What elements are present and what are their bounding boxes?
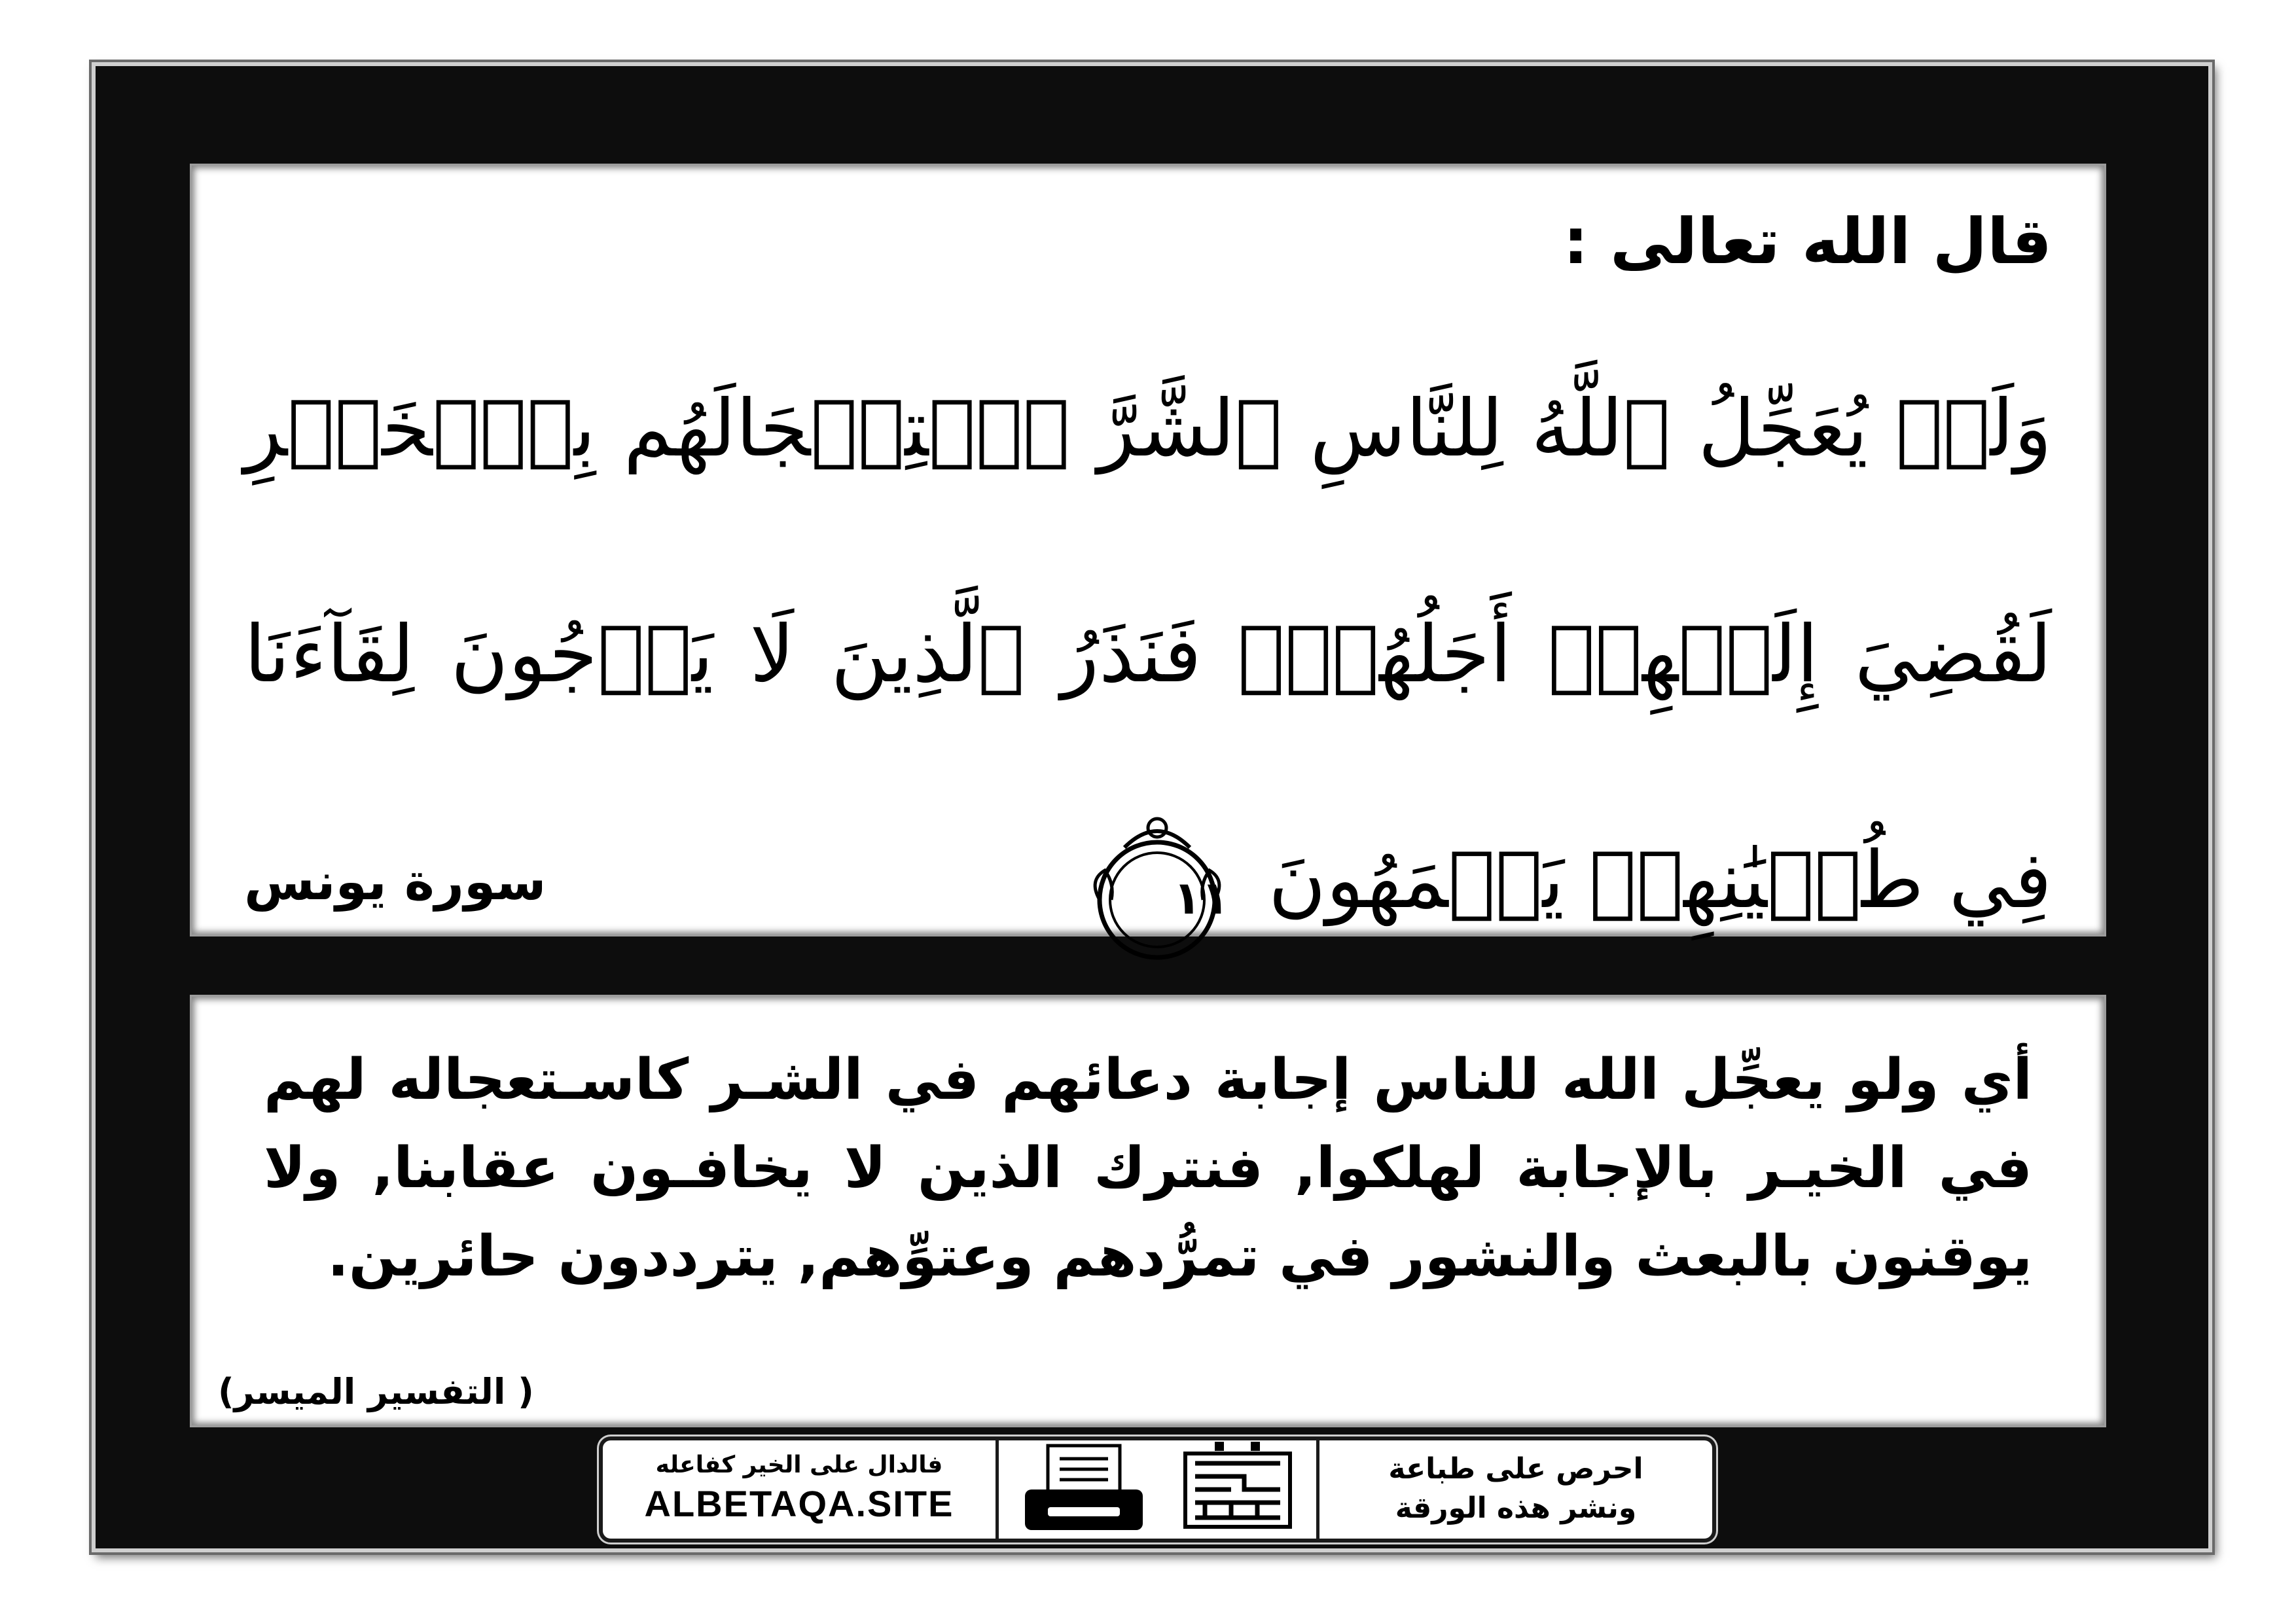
footer-site-block [603,1440,999,1539]
footer-bar [599,1436,1716,1543]
dawah-logo-icon [1166,1440,1310,1539]
ayah-number: ١١ [1173,870,1229,925]
verse-line-2: لَقُضِيَ إِلَيۡهِمۡ أَجَلُهُمۡۖ فَنَذَرُ ٱلَّذِينَ لَا يَرۡجُونَ لِقَآءَنَا [244,609,2052,700]
tafsir-panel [190,995,2106,1427]
heading: قال الله تعالى : [1563,205,2052,278]
tafsir-text: أي ولو يعجِّل الله للناس إجابة دعائهم في الشـر كاسـتعجاله لهم في الخيـر بالإجابة لهلكوا, فنترك الذين لا يخافـون عقابنا, ولا يوقنون بالبعث والنشور في تمرُّدهم وعتوِّهم, يترددون حائرين. [264,1047,2032,1289]
footer-reminder-line-2: ونشر هذه الورقة [1395,1491,1637,1525]
footer-reminder-line-1: احرص على طباعة [1388,1452,1643,1486]
tafsir-source: ( التفسير الميسر) [218,1371,534,1412]
footer-motto: فالدال على الخير كفاعله [655,1452,943,1478]
verse-line-3-text: فِي طُغۡيَٰنِهِمۡ يَعۡمَهُونَ [1268,835,2052,926]
printer-icon [1009,1440,1159,1539]
verse-line-1: وَلَوۡ يُعَجِّلُ ٱللَّهُ لِلنَّاسِ ٱلشَّرَّ ٱسۡتِعۡجَالَهُم بِٱلۡخَيۡرِ [244,383,2052,474]
ayah-marker-icon [1085,808,1229,965]
site-link[interactable]: ALBETAQA.SITE [644,1483,954,1524]
verse-panel [190,164,2106,936]
footer-print-reminder [1316,1440,1712,1539]
surah-name: سورة يونس [244,853,547,912]
